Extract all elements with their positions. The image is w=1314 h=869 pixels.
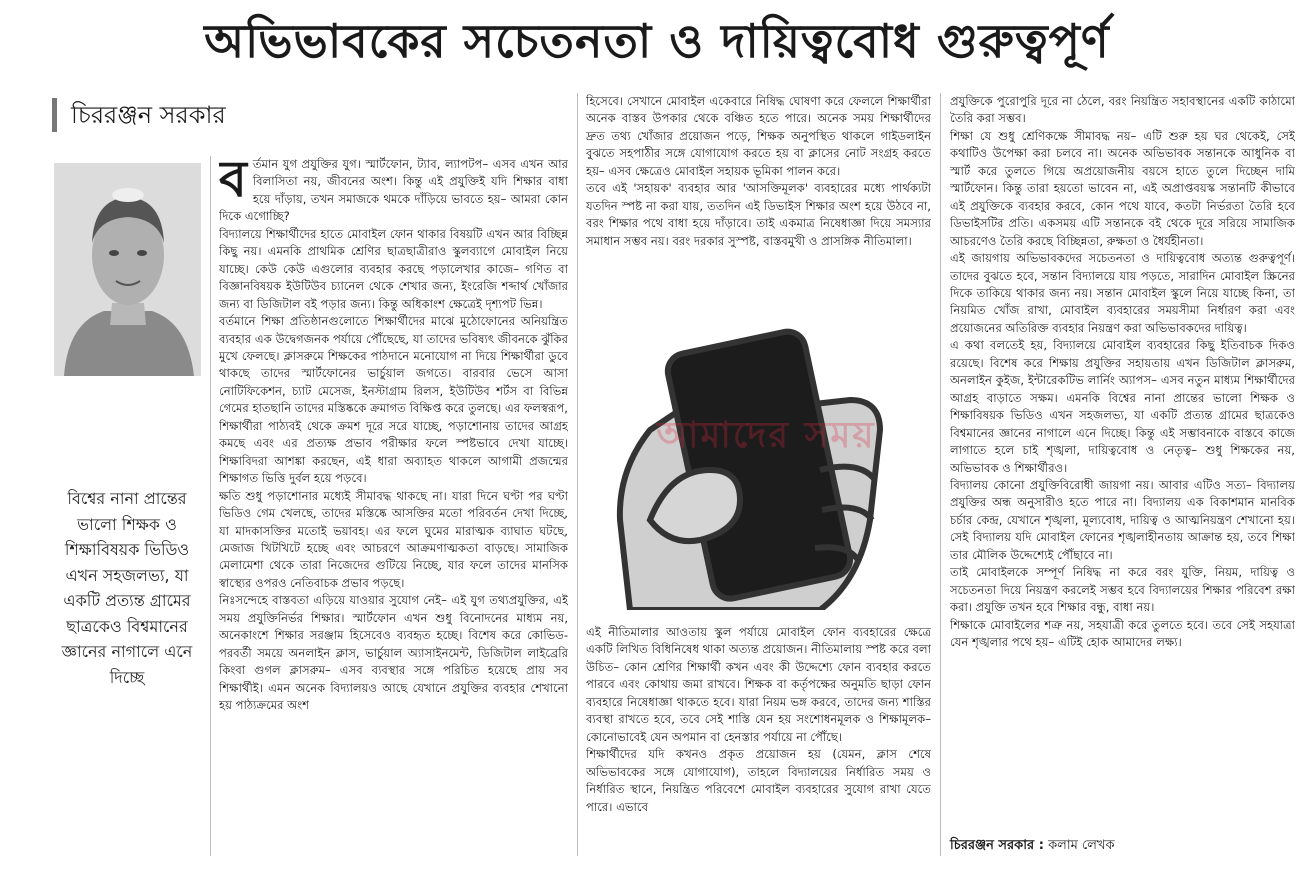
paragraph: শিক্ষাকে মোবাইলের শত্রু নয়, সহযাত্রী করে তুলতে হবে। তবে সেই সহযাত্রা যেন শৃঙ্খলার পথে হয়– এটিই হোক আমাদের লক্ষ্য। [950,617,1295,650]
author-footer [950,836,1295,856]
pull-quote: বিশ্বের নানা প্রান্তের ভালো শিক্ষক ও শিক্ষাবিষয়ক ভিডিও এখন সহজলভ্য, যা একটি প্রত্যন্ত গ্রামের ছাত্রকেও বিশ্বমানের জ্ঞানের নাগালে এনে দিচ্ছে [61,489,193,687]
author-byline: চিররঞ্জন সরকার [52,98,226,132]
paragraph: র্তমান যুগ প্রযুক্তির যুগ। স্মার্টফোন, ট্যাব, ল্যাপটপ– এসব এখন আর বিলাসিতা নয়, জীবনের অংশ। কিন্তু এই প্রযুক্তিই যদি শিক্ষার বাধা হয়ে দাঁড়ায়, তখন সমাজকে থমকে দাঁড়িয়ে ভাবতে হয়– আমরা কোন দিকে এগোচ্ছি? [219,157,568,224]
article-column-1 [219,156,568,856]
drop-cap: ব [219,156,247,208]
author-photo [54,163,201,376]
paragraph: তাই মোবাইলকে সম্পূর্ণ নিষিদ্ধ না করে বরং যুক্তি, নিয়ম, দায়িত্ব ও সচেতনতা দিয়ে নিয়ন্ত্রণ করলেই সম্ভব হবে বিদ্যালয়ের শিক্ষার পরিবেশ রক্ষা করা। প্রযুক্তি তখন হবে শিক্ষার বন্ধু, বাধা নয়। [950,565,1295,615]
article-column-3 [950,93,1295,821]
paragraph: এই নীতিমালার আওতায় স্কুল পর্যায়ে মোবাইল ফোন ব্যবহারের ক্ষেত্রে একটি লিখিত বিধিনিষেধ থাকা অত্যন্ত প্রয়োজন। নীতিমালায় স্পষ্ট করে বলা উচিত– কোন শ্রেণির শিক্ষার্থী কখন এবং কী উদ্দেশ্যে ফোন ব্যবহার করতে পারবে এবং কোথায় জমা রাখবে। শিক্ষক বা কর্তৃপক্ষের অনুমতি ছাড়া ফোন ব্যবহারে নিষেধাজ্ঞা থাকতে হবে। যারা নিয়ম ভঙ্গ করবে, তাদের জন্য শাস্তির ব্যবস্থা রাখতে হবে, তবে সেই শাস্তি যেন হয় সংশোধনমূলক ও শিক্ষামূলক– কোনোভাবেই যেন অপমান বা হেনস্তার পর্যায়ে না পৌঁছে। [586,625,931,744]
publisher-watermark: আমাদের সময় [656,415,876,456]
paragraph: বিদ্যালয় কোনো প্রযুক্তিবিরোধী জায়গা নয়। আবার এটিও সত্য– বিদ্যালয় প্রযুক্তির অন্ধ অনুসারীও হতে পারে না। বিদ্যালয় এক বিকাশমান মানবিক চর্চার কেন্দ্র, যেখানে শৃঙ্খলা, মূল্যবোধ, দায়িত্ব ও আত্মনিয়ন্ত্রণ শেখানো হয়। সেই বিদ্যালয় যদি মোবাইল ফোনের শৃঙ্খলাহীনতায় আক্রান্ত হয়, তবে শিক্ষা তার মৌলিক উদ্দেশ্যেই পৌঁছাবে না। [950,477,1295,562]
author-role: কলাম লেখক [1048,838,1115,853]
paragraph: এ কথা বলতেই হয়, বিদ্যালয়ে মোবাইল ব্যবহারের কিছু ইতিবাচক দিকও রয়েছে। বিশেষ করে শিক্ষায় প্রযুক্তির সহায়তায় এখন ডিজিটাল ক্লাসরুম, অনলাইন কুইজ, ইন্টারেকটিভ লার্নিং অ্যাপস– এসব নতুন মাধ্যম শিক্ষার্থীদের আগ্রহ বাড়াতে সক্ষম। এমনকি বিশ্বের নানা প্রান্তের ভালো শিক্ষক ও শিক্ষাবিষয়ক ভিডিও এখন সহজলভ্য, যা একটি প্রত্যন্ত গ্রামের ছাত্রকেও বিশ্বমানের জ্ঞানের নাগালে এনে দিচ্ছে। কিন্তু এই সম্ভাবনাকে বাস্তবে কাজে লাগাতে হলে চাই শৃঙ্খলা, দায়িত্ববোধ ও নেতৃত্ব– শুধু শিক্ষকের নয়, অভিভাবক ও শিক্ষার্থীরও। [950,338,1295,475]
paragraph: ক্ষতি শুধু পড়াশোনার মধ্যেই সীমাবদ্ধ থাকছে না। যারা দিনে ঘণ্টা পর ঘণ্টা ভিডিও গেম খেলছে, তাদের মস্তিষ্কে আসক্তির মতো পরিবর্তন দেখা দিচ্ছে, যা মাদকাসক্তির মতোই ভয়াবহ। এর ফলে ঘুমের মারাত্মক ব্যাঘাত ঘটছে, মেজাজ খিটখিটে হচ্ছে এবং আচরণে আক্রমণাত্মকতা বাড়ছে। সামাজিক মেলামেশা থেকে তারা নিজেদের গুটিয়ে নিচ্ছে, যার ফলে তাদের মানসিক স্বাস্থ্যের ওপরও নেতিবাচক প্রভাব পড়ছে। [219,488,568,590]
column-rule [210,156,211,856]
author-name: চিররঞ্জন সরকার : [950,838,1044,853]
paragraph: হিসেবে। সেখানে মোবাইল একেবারে নিষিদ্ধ ঘোষণা করে ফেললে শিক্ষার্থীরা অনেক বাস্তব উপকার থেকে বঞ্চিত হতে পারে। অনেক সময় শিক্ষার্থীদের দ্রুত তথ্য খোঁজার প্রয়োজন পড়ে, শিক্ষক অনুপস্থিত থাকলে গাইডলাইন বুঝতে সহপাঠীর সঙ্গে যোগাযোগ করতে হয় বা ক্লাসের নোট সংগ্রহ করতে হয়– এসব ক্ষেত্রেও মোবাইল সহায়ক ভূমিকা পালন করে। [586,94,931,178]
paragraph: প্রযুক্তিকে পুরোপুরি দূরে না ঠেলে, বরং নিয়ন্ত্রিত সহাবস্থানের একটি কাঠামো তৈরি করা সম্ভব। [950,94,1295,126]
paragraph: তবে এই 'সহায়ক' ব্যবহার আর 'আসক্তিমূলক' ব্যবহারের মধ্যে পার্থক্যটা যতদিন স্পষ্ট না করা যায়, ততদিন এই ডিভাইস শিক্ষার অংশ হয়ে উঠবে না, বরং শিক্ষার পথে বাধা হয়ে দাঁড়াবে। তাই একমাত্র নিষেধাজ্ঞা দিয়ে সমস্যার সমাধান সম্ভব নয়। বরং দরকার সুস্পষ্ট, বাস্তবমুখী ও প্রাসঙ্গিক নীতিমালা। [586,181,931,248]
paragraph: বিদ্যালয়ে শিক্ষার্থীদের হাতে মোবাইল ফোন থাকার বিষয়টি এখন আর বিচ্ছিন্ন কিছু নয়। এমনকি প্রাথমিক শ্রেণির ছাত্রছাত্রীরাও স্কুলব্যাগে মোবাইল নিয়ে যাচ্ছে। কেউ কেউ এগুলোর ব্যবহার করছে পড়ালেখার কাজে– গণিত বা বিজ্ঞানবিষয়ক ইউটিউব চ্যানেল থেকে শেখার জন্য, ইংরেজি শব্দার্থ খোঁজার জন্য বা ডিজিটাল বই পড়ার জন্য। কিন্তু অধিকাংশ ক্ষেত্রেই দৃশ্যপট ভিন্ন। [219,226,568,311]
paragraph: শিক্ষার্থীদের যদি কখনও প্রকৃত প্রয়োজন হয় (যেমন, ক্লাস শেষে অভিভাবকের সঙ্গে যোগাযোগ), তাহলে বিদ্যালয়ের নির্ধারিত সময় ও নির্ধারিত স্থানে, নিয়ন্ত্রিত পরিবেশে মোবাইল ব্যবহারের সুযোগ রাখা যেতে পারে। এভাবে [586,747,931,814]
article-column-2-bottom [586,624,931,856]
column-rule [577,93,578,856]
paragraph: বর্তমানে শিক্ষা প্রতিষ্ঠানগুলোতে শিক্ষার্থীদের মাঝে মুঠোফোনের অনিয়ন্ত্রিত ব্যবহার এক উদ্বেগজনক পর্যায়ে পৌঁছেছে, যা তাদের ভবিষ্যৎ জীবনকে ঝুঁকির মুখে ফেলছে। ক্লাসরুমে শিক্ষকের পাঠদানে মনোযোগ না দিয়ে শিক্ষার্থীরা ডুবে থাকছে তাদের স্মার্টফোনের ভার্চুয়াল জগতে। বারবার ভেসে আসা নোটিফিকেশন, চ্যাট মেসেজ, ইনস্টাগ্রাম রিলস, ইউটিউব শর্টস বা বিভিন্ন গেমের হাতছানি তাদের মস্তিষ্ককে ক্রমাগত বিক্ষিপ্ত করে তুলছে। এর ফলস্বরূপ, শিক্ষার্থীরা পাঠ্যবই থেকে ক্রমশ দূরে সরে যাচ্ছে, পড়াশোনায় তাদের আগ্রহ কমছে এবং এর প্রত্যক্ষ প্রভাব পরীক্ষার ফলে স্পষ্টভাবে দেখা যাচ্ছে। শিক্ষাবিদরা আশঙ্কা করছেন, এই ধারা অব্যাহত থাকলে আগামী প্রজন্মের শিক্ষাগত ভিত্তি দুর্বল হয়ে পড়বে। [219,314,568,486]
article-column-2-top [586,93,931,315]
paragraph: নিঃসন্দেহে বাস্তবতা এড়িয়ে যাওয়ার সুযোগ নেই– এই যুগ তথ্যপ্রযুক্তির, এই সময় প্রযুক্তিনির্ভর শিক্ষার। স্মার্টফোন এখন শুধু বিনোদনের মাধ্যম নয়, অনেকাংশে শিক্ষার সরঞ্জাম হিসেবেও ব্যবহৃত হচ্ছে। বিশেষ করে কোভিড-পরবর্তী সময়ে অনলাইন ক্লাস, ভার্চুয়াল অ্যাসাইনমেন্ট, ডিজিটাল লাইব্রেরি কিংবা গুগল ক্লাসরুম– এসব ব্যবস্থার সঙ্গে পরিচিত হয়েছে প্রায় সব শিক্ষার্থীই। এমন অনেক বিদ্যালয়ও আছে যেখানে প্রযুক্তির ব্যবহার শেখানো হয় পাঠ্যক্রমের অংশ [219,593,568,713]
column-rule [940,93,941,856]
paragraph: এই জায়গায় অভিভাবকদের সচেতনতা ও দায়িত্ববোধ অত্যন্ত গুরুত্বপূর্ণ। তাদের বুঝতে হবে, সন্তান বিদ্যালয়ে যায় পড়তে, সারাদিন মোবাইল স্ক্রিনের দিকে তাকিয়ে থাকার জন্য নয়। সন্তান মোবাইল স্কুলে নিয়ে যাচ্ছে কিনা, তা নিয়মিত খোঁজ রাখা, মোবাইল ব্যবহারের সময়সীমা নির্ধারণ করা এবং প্রয়োজনের অতিরিক্ত ব্যবহার নিয়ন্ত্রণ করা অভিভাবকদের দায়িত্ব। [950,251,1295,335]
headline: অভিভাবকের সচেতনতা ও দায়িত্ববোধ গুরুত্বপূর্ণ [204,14,1110,68]
paragraph: শিক্ষা যে শুধু শ্রেণিকক্ষে সীমাবদ্ধ নয়– এটি শুরু হয় ঘর থেকেই, সেই কথাটিও উপেক্ষা করা চলবে না। অনেক অভিভাবক সন্তানকে আধুনিক বা স্মার্ট করে তুলতে গিয়ে অপ্রয়োজনীয় বয়সে হাতে তুলে দিচ্ছেন দামি স্মার্টফোন। কিন্তু তারা হয়তো ভাবেন না, এই অপ্রাপ্তবয়স্ক সন্তানটি কীভাবে এই প্রযুক্তিকে ব্যবহার করবে, কোন পথে যাবে, কতটা নির্ভরতা তৈরি হবে ডিভাইসটির প্রতি। একসময় এটি সন্তানকে বই থেকে দূরে সরিয়ে সামাজিক আচরণেও তৈরি করছে বিচ্ছিন্নতা, রুক্ষতা ও ধৈর্যহীনতা। [950,128,1295,248]
